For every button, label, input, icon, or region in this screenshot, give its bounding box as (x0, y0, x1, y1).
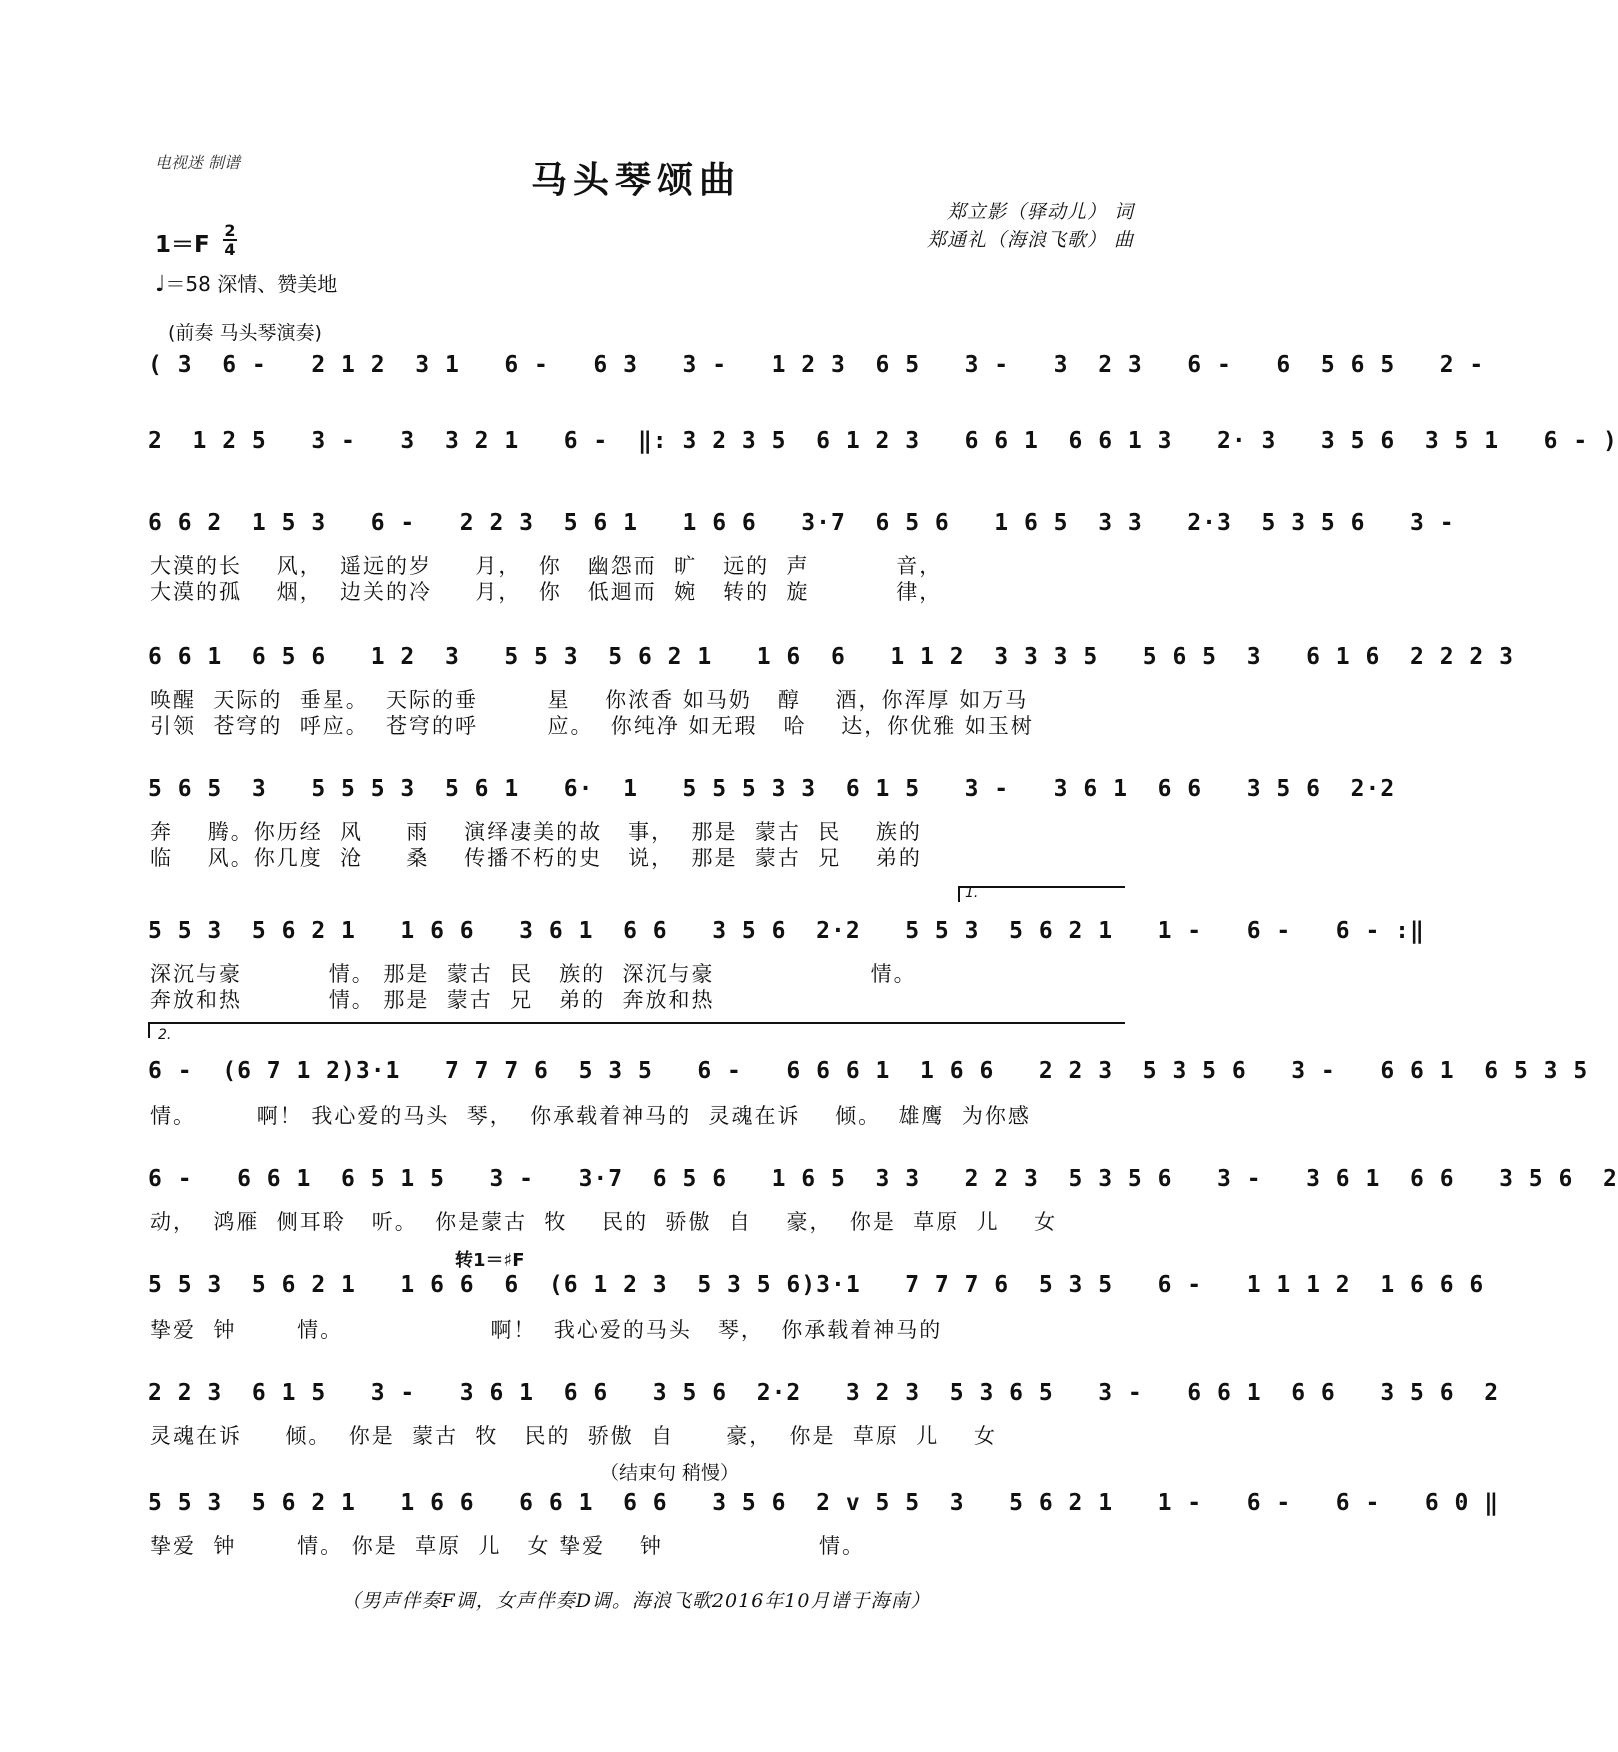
lyric-verse-2: 临 风。你几度 沧 桑 传播不朽的史 说， 那是 蒙古 兄 弟的 (150, 846, 922, 870)
ending-phrase-note: （结束句 稍慢） (600, 1462, 740, 1484)
first-ending-label: 1. (965, 885, 979, 901)
notation-line: 6 6 2 1 5 3 6 - 2 2 3 5 6 1 1 6 6 3·7 6 5 6 1 6 5 3 3 2·3 5 3 5 6 3 - (148, 510, 1455, 536)
notation-line: 5 6 5 3 5 5 5 3 5 6 1 6· 1 5 5 5 3 3 6 1 5 3 - 3 6 1 6 6 3 5 6 2·2 (148, 776, 1396, 802)
lyric-verse-1: 深沉与豪 情。 那是 蒙古 民 族的 深沉与豪 情。 (150, 962, 917, 986)
score-setter: 电视迷 制谱 (155, 153, 241, 172)
staff-row-4 (148, 644, 1514, 684)
notation-line: 2 2 3 6 1 5 3 - 3 6 1 6 6 3 5 6 2·2 3 2 3 5 3 6 5 3 - 6 6 1 6 6 3 5 6 2 (148, 1380, 1500, 1406)
staff-row-10 (148, 1380, 1500, 1420)
tempo-marking (155, 268, 337, 297)
tempo-text: ＝58 深情、赞美地 (165, 272, 338, 296)
lyric-verse-2: 大漠的孤 烟， 边关的冷 月， 你 低迴而 婉 转的 旋 律， (150, 580, 943, 604)
lyric-verse-1: 唤醒 天际的 垂星。 天际的垂 星 你浓香 如马奶 醇 酒，你浑厚 如万马 (150, 688, 1029, 712)
notation-line: 6 - (6 7 1 2)3·1 7 7 7 6 5 3 5 6 - 6 6 6 1 1 6 6 2 2 3 5 3 5 6 3 - 6 6 1 6 5 3 5 (148, 1058, 1589, 1084)
lyric-verse-1: 动， 鸿雁 侧耳聆 听。 你是蒙古 牧 民的 骄傲 自 豪， 你是 草原 儿 女 (150, 1210, 1058, 1234)
time-signature-top: 2 (224, 221, 236, 240)
quarter-note-icon: ♩ (155, 272, 166, 297)
second-ending-label: 2. (158, 1027, 172, 1043)
first-ending-bracket (958, 886, 1125, 902)
lyric-verse-1: 挚爱 钟 情。 啊！ 我心爱的马头 琴， 你承载着神马的 (150, 1318, 943, 1342)
notation-line: 5 5 3 5 6 2 1 1 6 6 3 6 1 6 6 3 5 6 2·2 5 5 3 5 6 2 1 1 - 6 - 6 - :‖ (148, 918, 1425, 944)
notation-line: ( 3 6 - 2 1 2 3 1 6 - 6 3 3 - 1 2 3 6 5 3 - 3 2 3 6 - 6 5 6 5 2 - (148, 352, 1485, 378)
staff-row-1 (148, 352, 1485, 392)
staff-row-6 (148, 918, 1425, 958)
footer-note: （男声伴奏F调，女声伴奏D调。海浪飞歌2016年10月谱于海南） (341, 1590, 931, 1612)
second-ending-bracket (148, 1022, 1125, 1038)
lyric-verse-1: 情。 啊！ 我心爱的马头 琴， 你承载着神马的 灵魂在诉 倾。 雄鹰 为你感 (150, 1104, 1031, 1128)
lyric-verse-2: 奔放和热 情。 那是 蒙古 兄 弟的 奔放和热 (150, 988, 715, 1012)
prelude-label: (前奏 马头琴演奏) (168, 322, 322, 344)
notation-line: 6 - 6 6 1 6 5 1 5 3 - 3·7 6 5 6 1 6 5 3 3 2 2 3 5 3 5 6 3 - 3 6 1 6 6 3 5 6 2 (148, 1166, 1618, 1192)
key-change-label: 转1＝♯F (455, 1250, 525, 1271)
staff-row-8 (148, 1166, 1618, 1206)
lyricist-credit: 郑立影（驿动儿） 词 (946, 201, 1134, 223)
staff-row-5 (148, 776, 1396, 816)
composer-credit: 郑通礼（海浪飞歌） 曲 (926, 229, 1134, 251)
time-signature-bottom: 4 (224, 240, 236, 259)
lyric-verse-2: 引领 苍穹的 呼应。 苍穹的呼 应。 你纯净 如无瑕 哈 达，你优雅 如玉树 (150, 714, 1034, 738)
notation-line: 6 6 1 6 5 6 1 2 3 5 5 3 5 6 2 1 1 6 6 1 1 2 3 3 3 5 5 6 5 3 6 1 6 2 2 2 3 (148, 644, 1514, 670)
notation-line: 5 5 3 5 6 2 1 1 6 6 6 6 1 6 6 3 5 6 2 v 5 5 3 5 6 2 1 1 - 6 - 6 - 6 0 ‖ (148, 1490, 1500, 1516)
lyric-verse-1: 挚爱 钟 情。 你是 草原 儿 女 挚爱 钟 情。 (150, 1534, 866, 1558)
staff-row-7 (148, 1058, 1589, 1098)
staff-row-11 (148, 1490, 1500, 1530)
lyric-verse-1: 灵魂在诉 倾。 你是 蒙古 牧 民的 骄傲 自 豪， 你是 草原 儿 女 (150, 1424, 997, 1448)
lyric-verse-1: 奔 腾。你历经 风 雨 演绎凄美的故 事， 那是 蒙古 民 族的 (150, 820, 922, 844)
staff-row-2 (148, 428, 1618, 468)
staff-row-3 (148, 510, 1455, 550)
time-signature (223, 222, 237, 258)
song-title: 马头琴颂曲 (530, 159, 741, 201)
lyric-verse-1: 大漠的长 风， 遥远的岁 月， 你 幽怨而 旷 远的 声 音， (150, 554, 943, 578)
notation-line: 5 5 3 5 6 2 1 1 6 6 6 (6 1 2 3 5 3 5 6)3·1 7 7 7 6 5 3 5 6 - 1 1 1 2 1 6 6 6 (148, 1272, 1485, 1298)
key-signature: 1＝F (155, 232, 210, 258)
notation-line: 2 1 2 5 3 - 3 3 2 1 6 - ‖: 3 2 3 5 6 1 2 3 6 6 1 6 6 1 3 2· 3 3 5 6 3 5 1 6 - ) (148, 428, 1618, 454)
staff-row-9 (148, 1272, 1485, 1312)
